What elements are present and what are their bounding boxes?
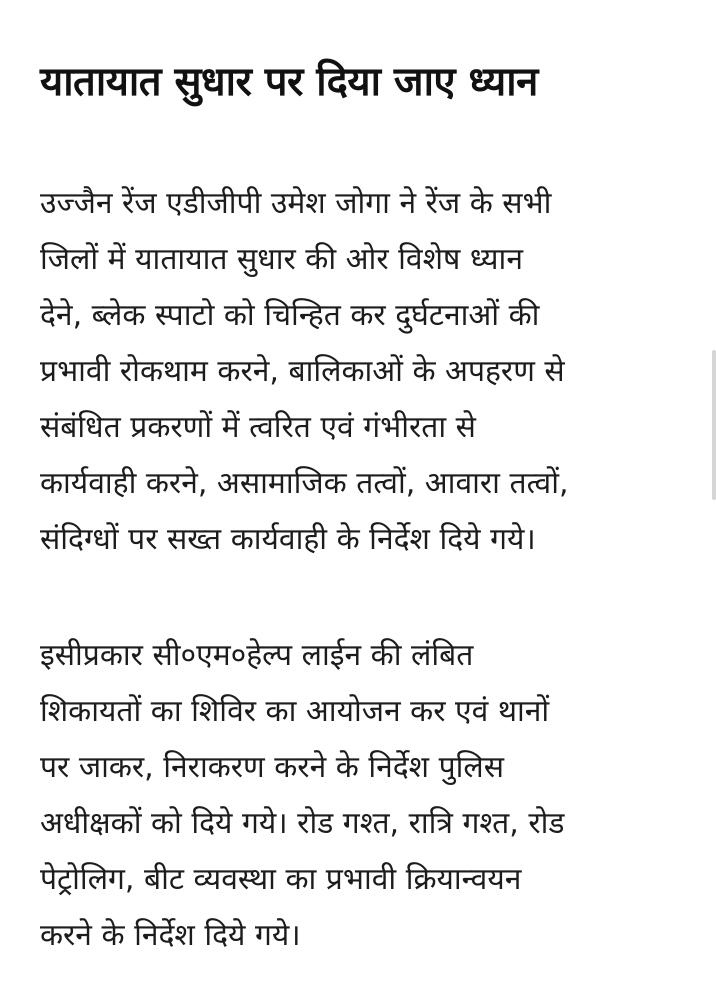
headline: यातायात सुधार पर दिया जाए ध्यान xyxy=(40,59,538,105)
paragraph-line: कार्यवाही करने, असामाजिक तत्वों, आवारा तत्वों, xyxy=(40,466,569,501)
paragraph-line: जिलों में यातायात सुधार की ओर विशेष ध्यान xyxy=(40,242,523,277)
paragraph-line: देने, ब्लेक स्पाटो को चिन्हित कर दुर्घटनाओं की xyxy=(40,298,540,333)
paragraph-line: प्रभावी रोकथाम करने, बालिकाओं के अपहरण से xyxy=(40,354,565,389)
paragraph-line: इसीप्रकार सी०एम०हेल्प लाईन की लंबित xyxy=(40,638,474,673)
paragraph-line: शिकायतों का शिविर का आयोजन कर एवं थानों xyxy=(40,694,550,729)
paragraph-line: उज्जैन रेंज एडीजीपी उमेश जोगा ने रेंज के सभी xyxy=(40,186,552,221)
paragraph-line: करने के निर्देश दिये गये। xyxy=(40,918,301,953)
paragraph-2 xyxy=(40,628,690,964)
scrollbar-thumb[interactable] xyxy=(712,350,716,500)
paragraph-line: संबंधित प्रकरणों में त्वरित एवं गंभीरता से xyxy=(40,410,476,445)
paragraph-1 xyxy=(40,176,690,568)
paragraph-line: पर जाकर, निराकरण करने के निर्देश पुलिस xyxy=(40,750,505,785)
paragraph-line: अधीक्षकों को दिये गये। रोड गश्त, रात्रि गश्त, रोड xyxy=(40,806,565,841)
paragraph-line: संदिग्धों पर सख्त कार्यवाही के निर्देश दिये गये। xyxy=(40,522,536,557)
paragraph-line: पेट्रोलिग, बीट व्यवस्था का प्रभावी क्रियान्वयन xyxy=(40,862,522,897)
